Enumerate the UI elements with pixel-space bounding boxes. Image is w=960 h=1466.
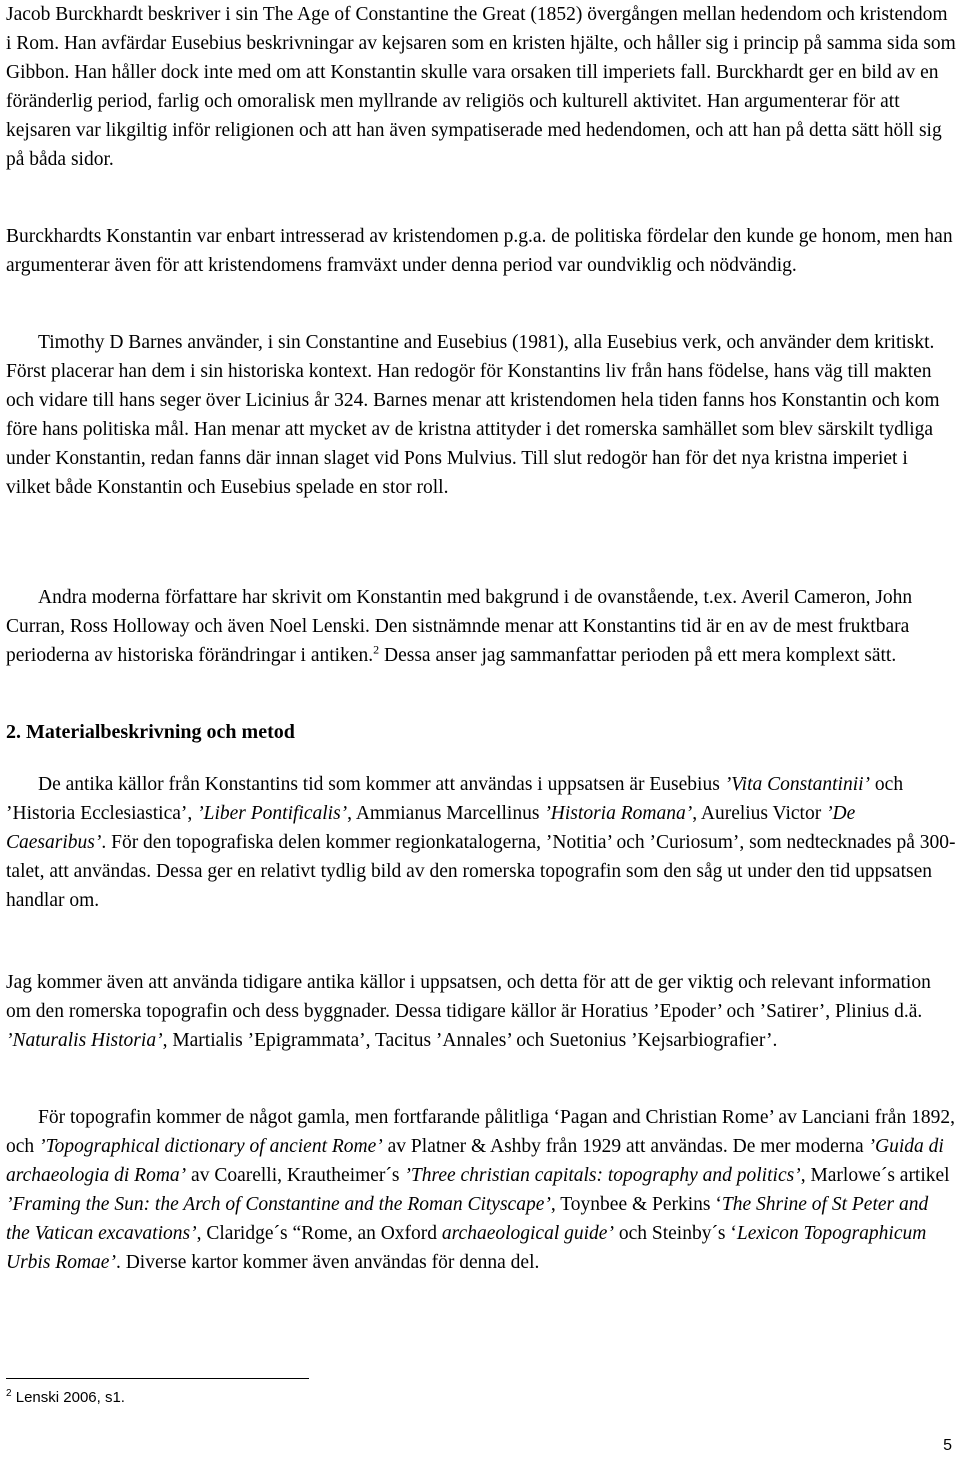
text-run: , Martialis ’Epigrammata’, Tacitus ’Annales’ och Suetonius ’Kejsarbiografier’. [162, 1030, 778, 1051]
paragraph-modern-authors-text: Andra moderna författare har skrivit om Konstantin med bakgrund i de ovanstående, t.ex. Averil Cameron, John Curran, Ross Holloway och även Noel Lenski. Den sistnämnde menar att Konstantins tid är en av de mest fruktbara perioderna av historiska förändringar i antiken. [6, 587, 913, 666]
paragraph-modern-authors-tail: Dessa anser jag sammanfattar perioden på ett mera komplext sätt. [379, 645, 897, 666]
italic-title: ’Topographical dictionary of ancient Rome’ [39, 1136, 383, 1157]
text-run: , Marlowe´s artikel [800, 1165, 950, 1186]
italic-title: ’Vita Constantinii’ [724, 774, 871, 795]
footnote-text: Lenski 2006, s1. [15, 1389, 125, 1406]
text-run: Jag kommer även att använda tidigare antika källor i uppsatsen, och detta för att de ger viktig och relevant information om den romerska topografin och dess byggnader. Dessa tidigare källor är Horatius ’Epoder’ och ’Satirer’, Plinius d.ä. [6, 972, 931, 1022]
italic-title: Lexicon Topographicum Urbis Romae’ [6, 1223, 927, 1273]
text-run: , Ammianus Marcellinus [347, 803, 545, 824]
text-run: och ’Historia Ecclesiastica’, [6, 774, 904, 824]
paragraph-burckhardt-continued: Burckhardts Konstantin var enbart intresserad av kristendomen p.g.a. de politiska fördelar den kunde ge honom, men han argumenterar även för att kristendomens framväxt under denna period var oundviklig och nödvändig. [6, 226, 953, 276]
italic-title: ’Three christian capitals: topography and politics’ [404, 1165, 801, 1186]
italic-title: ’Guida di archaeologia di Roma’ [6, 1136, 944, 1186]
paragraph-topography-sources [6, 1103, 956, 1277]
section-heading: 2. Materialbeskrivning och metod [6, 721, 295, 743]
italic-title: ’De Caesaribus’ [6, 803, 856, 853]
text-run: , Aurelius Victor [692, 803, 827, 824]
text-run: av Platner & Ashby från 1929 att användas. De mer moderna [382, 1136, 869, 1157]
italic-title: ’Historia Romana’ [544, 803, 693, 824]
text-run: , Toynbee & Perkins ‘ [550, 1194, 722, 1215]
italic-title: archaeological guide’ [441, 1223, 614, 1244]
paragraph-modern-authors [6, 583, 956, 670]
text-run: av Coarelli, Krautheimer´s [186, 1165, 405, 1186]
italic-title: ’Liber Pontificalis’ [197, 803, 348, 824]
text-run: . För den topografiska delen kommer regionkatalogerna, ’Notitia’ och ’Curiosum’, som nedtecknades på 300-talet, att användas. Dessa ger en relativt tydlig bild av den romerska topografin som den såg ut under den tid uppsatsen handlar om. [6, 832, 956, 911]
footnote-number: 2 [6, 1388, 12, 1399]
paragraph-barnes: Timothy D Barnes använder, i sin Constantine and Eusebius (1981), alla Eusebius verk, och använder dem kritiskt. Först placerar han dem i sin historiska kontext. Han redogör för Konstantins liv från hans födelse, hans väg till makten och vidare till hans seger över Licinius år 324. Barnes menar att kristendomen hela tiden fanns hos Konstantin och kom före hans politiska mål. Han menar att mycket av de kristna attityder i det romerska samhället som blev särskilt tydliga under Konstantin, redan fanns där innan slaget vid Pons Mulvius. Till slut redogör han för det nya kristna imperiet i vilket både Konstantin och Eusebius spelade en stor roll. [6, 332, 940, 498]
page-number: 5 [943, 1437, 952, 1454]
footnote-reference: 2 [373, 642, 380, 657]
text-run: För topografin kommer de något gamla, men fortfarande pålitliga ‘Pagan and Christian Rome’ av Lanciani från 1892, och [6, 1107, 955, 1157]
paragraph-earlier-sources [6, 968, 956, 1055]
paragraph-ancient-sources [6, 770, 956, 915]
text-run: De antika källor från Konstantins tid som kommer att användas i uppsatsen är Eusebius [38, 774, 725, 795]
italic-title: ’Naturalis Historia’ [6, 1030, 163, 1051]
footnote-separator [6, 1378, 309, 1379]
text-run: , Claridge´s “Rome, an Oxford [196, 1223, 442, 1244]
text-run: och Steinby´s ‘ [613, 1223, 737, 1244]
italic-title: The Shrine of St Peter and the Vatican excavations’ [6, 1194, 929, 1244]
italic-title: ’Framing the Sun: the Arch of Constantine and the Roman Cityscape’ [6, 1194, 551, 1215]
text-run: . Diverse kartor kommer även användas för denna del. [115, 1252, 540, 1273]
footnote [6, 1388, 125, 1408]
paragraph-burckhardt: Jacob Burckhardt beskriver i sin The Age of Constantine the Great (1852) övergången mellan hedendom och kristendom i Rom. Han avfärdar Eusebius beskrivningar av kejsaren som en kristen hjälte, och håller sig i princip på samma sida som Gibbon. Han håller dock inte med om att Konstantin skulle vara orsaken till imperiets fall. Burckhardt ger en bild av en föränderlig period, farlig och omoralisk men myllrande av religiös och kulturell aktivitet. Han argumenterar för att kejsaren var likgiltig inför religionen och att han även sympatiserade med hedendomen, och att han på detta sätt höll sig på båda sidor. [6, 4, 956, 170]
